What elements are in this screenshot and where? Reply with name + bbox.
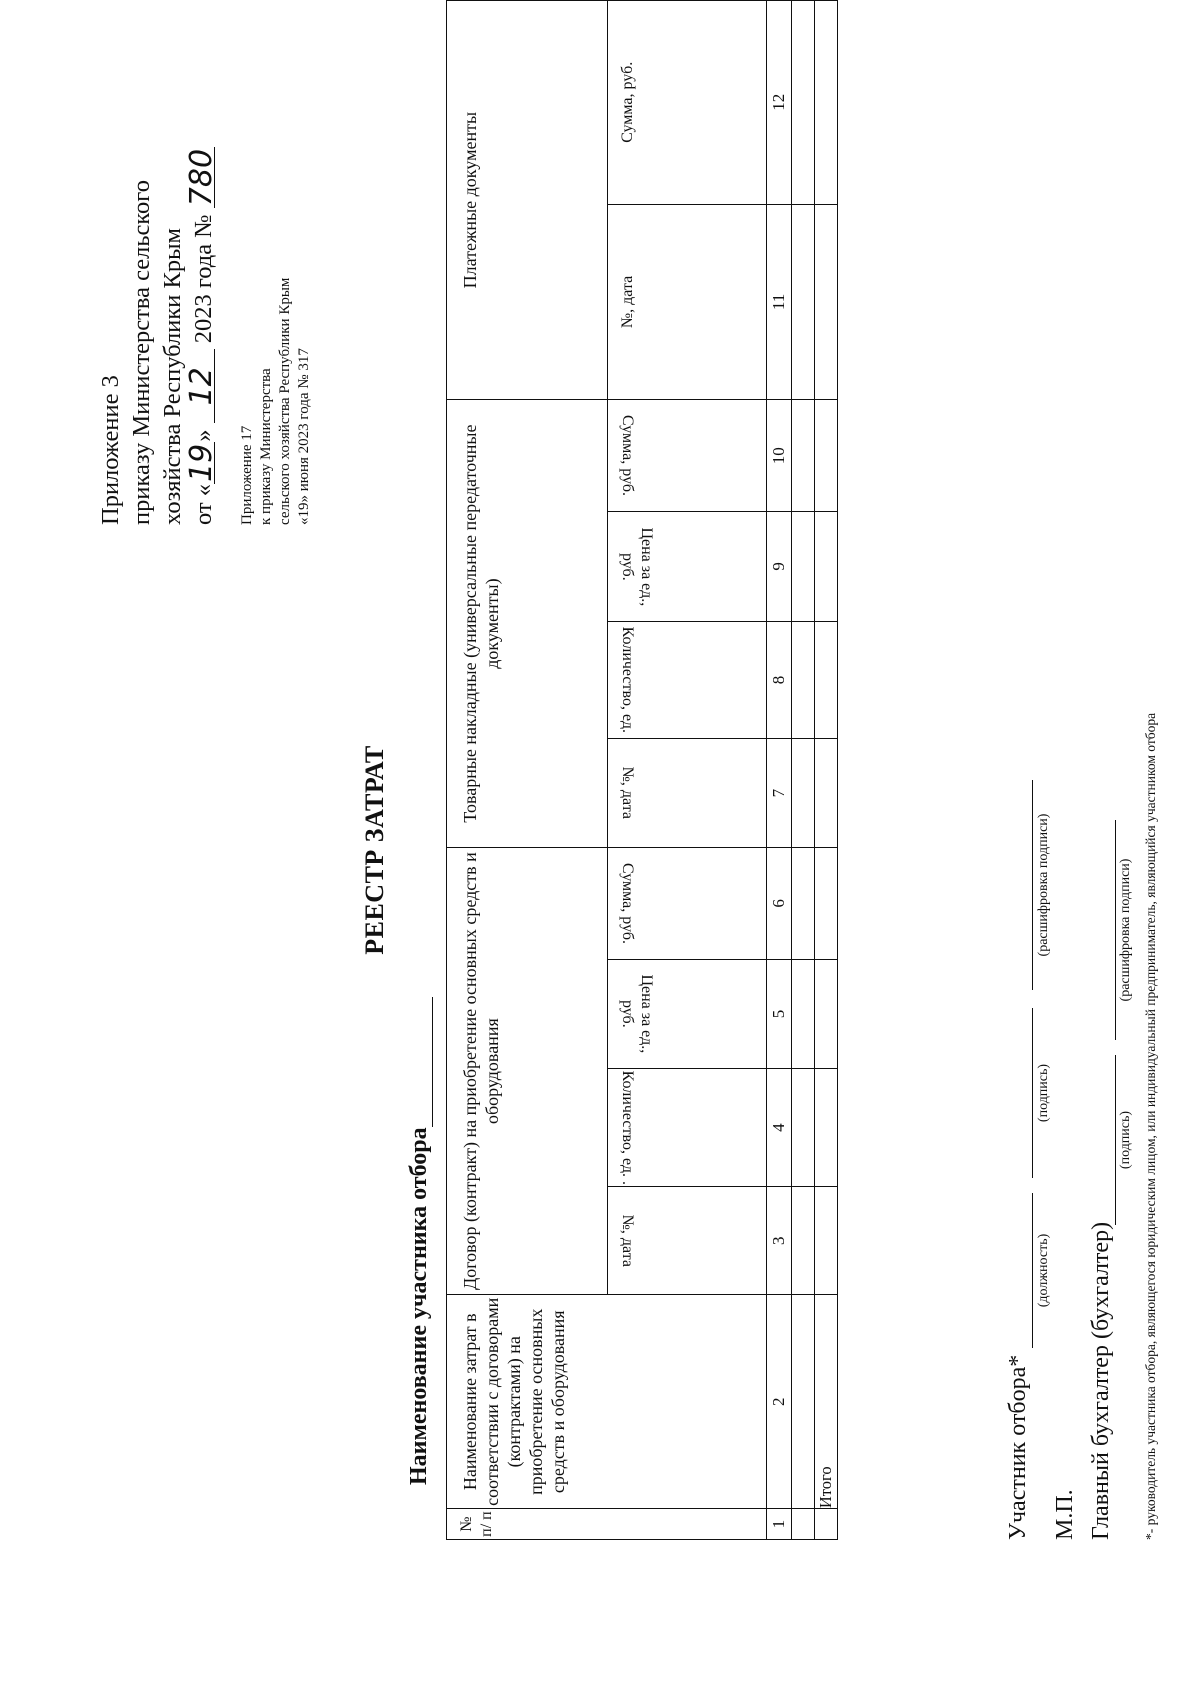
appendix-3-line2: приказу Министерства сельского <box>128 180 155 525</box>
date-prefix: от « <box>190 483 217 525</box>
contract-sum-text: Сумма, руб. <box>619 862 636 944</box>
acc-decode-caption: (расшифровка подписи) <box>1118 858 1133 1002</box>
contract-sum-header <box>608 847 767 959</box>
payments-group-header <box>447 1 608 400</box>
decode-line <box>1032 780 1033 990</box>
invoices-group-header-text: Товарные накладные (универсальные передаточные документы) <box>460 424 502 823</box>
position-line <box>1032 1193 1033 1348</box>
total-row <box>815 1 838 1540</box>
col-name-header-text: Наименование затрат в соответствии с договорами (контрактами) на приобретение основных средств и оборудования <box>460 1297 568 1506</box>
appendix-17-line3: сельского хозяйства Республики Крым <box>277 277 293 525</box>
invoice-sum-header <box>608 400 767 512</box>
empty-cell <box>815 959 838 1068</box>
empty-cell <box>815 512 838 621</box>
empty-cell <box>815 1509 838 1540</box>
payment-no-date-header <box>608 204 767 400</box>
col-number-header-text: № п/ п <box>458 1511 495 1537</box>
empty-cell <box>792 739 815 847</box>
empty-cell <box>815 1 838 205</box>
empty-cell <box>792 512 815 621</box>
contract-no-date-header <box>608 1187 767 1295</box>
payment-sum-header <box>608 1 767 205</box>
empty-cell <box>792 1295 815 1509</box>
invoice-qty-header <box>608 621 767 739</box>
participant-name-blank <box>410 997 433 1127</box>
table-row <box>792 1 815 1540</box>
total-label: Итого <box>815 1295 838 1509</box>
empty-cell <box>792 1187 815 1295</box>
invoice-price-text: Цена за ед., руб. <box>619 527 655 606</box>
contract-price-header <box>608 959 767 1068</box>
participant-name-line <box>406 997 433 1485</box>
footnote: *- руководитель участника отбора, являющегося юридическим лицом, или индивидуальный предприниматель, являющийся участником отбора <box>1143 712 1158 1540</box>
participant-signature-label: Участник отбора* <box>1005 1354 1031 1540</box>
acc-signature-caption: (подпись) <box>1118 1110 1133 1170</box>
empty-cell <box>792 847 815 959</box>
payments-group-header-text: Платежные документы <box>460 111 480 289</box>
empty-cell <box>792 959 815 1068</box>
acc-signature-line <box>1115 1055 1116 1225</box>
payment-no-date-text: №, дата <box>619 275 636 329</box>
empty-cell <box>792 204 815 400</box>
invoice-no-date-header <box>608 739 767 847</box>
column-number-cell: 10 <box>767 400 792 512</box>
document-title: РЕЕСТР ЗАТРАТ <box>360 745 389 955</box>
contract-group-header <box>447 847 608 1295</box>
appendix-17-line1: Приложение 17 <box>239 425 255 525</box>
empty-cell <box>815 739 838 847</box>
column-number-cell: 1 <box>767 1509 792 1540</box>
appendix-17-line2: к приказу Министерства <box>258 368 274 525</box>
empty-cell <box>815 1187 838 1295</box>
empty-cell <box>815 847 838 959</box>
empty-cell <box>815 1069 838 1187</box>
handwritten-order-number: 780 <box>184 148 219 207</box>
column-number-row <box>767 1 792 1540</box>
contract-group-header-text: Договор (контракт) на приобретение основных средств и оборудования <box>460 852 502 1291</box>
column-number-cell: 7 <box>767 739 792 847</box>
contract-qty-header <box>608 1069 767 1187</box>
decode-caption: (расшифровка подписи) <box>1036 813 1051 957</box>
appendix-3-block <box>95 55 219 525</box>
empty-cell <box>792 400 815 512</box>
handwritten-month: 12 <box>190 349 215 423</box>
invoice-qty-text: Количество, ед. <box>619 626 636 734</box>
signature-caption: (подпись) <box>1036 1063 1051 1123</box>
invoice-no-date-text: №, дата <box>619 766 636 820</box>
stamp-label: М.П. <box>1052 1489 1078 1540</box>
col-number-header <box>447 1509 767 1540</box>
empty-cell <box>792 621 815 739</box>
invoice-price-header <box>608 512 767 621</box>
column-number-cell: 5 <box>767 959 792 1068</box>
handwritten-day: 19 <box>184 443 219 482</box>
empty-cell <box>792 1069 815 1187</box>
appendix-3-line1: Приложение 3 <box>97 375 124 525</box>
column-number-cell: 4 <box>767 1069 792 1187</box>
appendix-17-block <box>238 55 314 525</box>
acc-decode-line <box>1115 820 1116 1040</box>
signature-line <box>1032 1008 1033 1178</box>
appendix-17-line4: «19» июня 2023 года № 317 <box>296 348 312 525</box>
empty-cell <box>815 621 838 739</box>
appendix-3-date-line <box>184 55 219 525</box>
date-mid: » <box>190 429 217 442</box>
empty-cell <box>792 1 815 205</box>
column-number-cell: 8 <box>767 621 792 739</box>
column-number-cell: 11 <box>767 204 792 400</box>
empty-cell <box>792 1509 815 1540</box>
participant-name-label: Наименование участника отбора <box>406 1127 432 1485</box>
empty-cell <box>815 400 838 512</box>
header-row-1 <box>447 1 608 1540</box>
column-number-cell: 9 <box>767 512 792 621</box>
invoice-sum-text: Сумма, руб. <box>619 415 636 497</box>
year-text: 2023 года № <box>190 214 217 344</box>
accountant-label: Главный бухгалтер (бухгалтер) <box>1088 1221 1114 1540</box>
position-caption: (должность) <box>1036 1233 1051 1308</box>
column-number-cell: 12 <box>767 1 792 205</box>
cost-registry-table <box>446 0 838 1540</box>
payment-sum-text: Сумма, руб. <box>619 61 636 143</box>
col-name-header <box>447 1295 767 1509</box>
contract-qty-text: Количество, ед. . <box>619 1070 636 1185</box>
column-number-cell: 6 <box>767 847 792 959</box>
appendix-3-line3: хозяйства Республики Крым <box>159 227 186 525</box>
invoices-group-header <box>447 400 608 848</box>
contract-no-date-text: №, дата <box>619 1214 636 1267</box>
empty-cell <box>815 204 838 400</box>
contract-price-text: Цена за ед., руб. <box>619 974 655 1054</box>
column-number-cell: 2 <box>767 1295 792 1509</box>
column-number-cell: 3 <box>767 1187 792 1295</box>
